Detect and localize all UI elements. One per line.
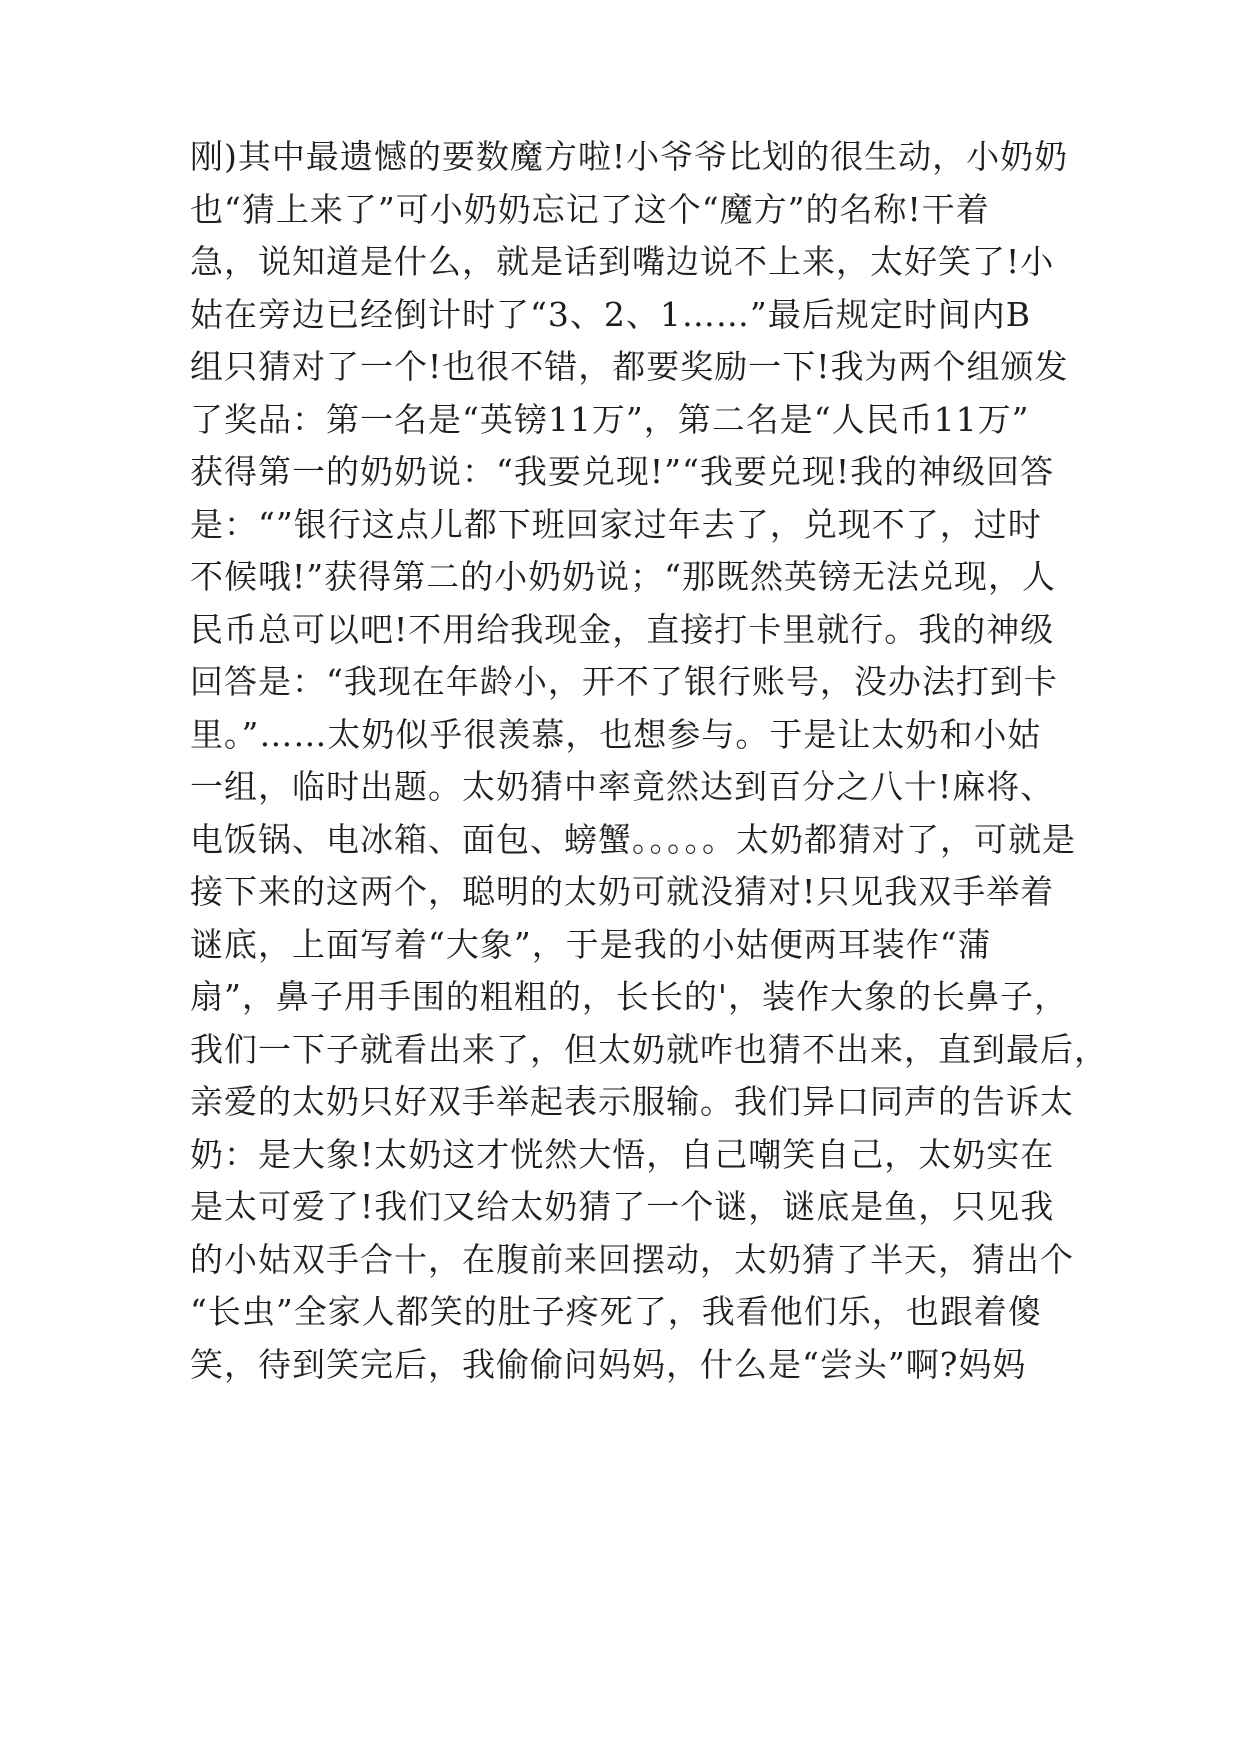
text-line: 电饭锅、电冰箱、面包、螃蟹。。。。。太奶都猜对了，可就是 <box>190 819 1076 859</box>
text-line: 谜底，上面写着“大象”，于是我的小姑便两耳装作“蒲 <box>190 924 992 964</box>
text-line: 民币总可以吧!不用给我现金，直接打卡里就行。我的神级 <box>190 609 1055 649</box>
text-line: 急，说知道是什么，就是话到嘴边说不上来，太好笑了!小 <box>190 242 1055 281</box>
text-line: 也“猜上来了”可小奶奶忘记了这个“魔方”的名称!干着 <box>190 189 990 229</box>
text-line: 笑，待到笑完后，我偷偷问妈妈，什么是“尝头”啊?妈妈 <box>190 1344 1027 1384</box>
text-line: 亲爱的太奶只好双手举起表示服输。我们异口同声的告诉太 <box>190 1082 1074 1121</box>
body-text <box>190 131 1108 1391</box>
text-line: 是：“”银行这点儿都下班回家过年去了，兑现不了，过时 <box>190 504 1042 544</box>
text-line: 我们一下子就看出来了，但太奶就咋也猜不出来，直到最后， <box>190 1029 1108 1069</box>
text-line: 组只猜对了一个!也很不错，都要奖励一下!我为两个组颁发 <box>190 347 1069 386</box>
text-line: 回答是：“我现在年龄小，开不了银行账号，没办法打到卡 <box>190 662 1058 701</box>
text-line: 是太可爱了!我们又给太奶猜了一个谜，谜底是鱼，只见我 <box>190 1187 1055 1226</box>
text-line: 一组，临时出题。太奶猜中率竟然达到百分之八十!麻将、 <box>190 767 1055 806</box>
text-line: 获得第一的奶奶说：“我要兑现!”“我要兑现!我的神级回答 <box>190 452 1055 491</box>
text-line: 扇”，鼻子用手围的粗粗的，长长的'，装作大象的长鼻子， <box>190 977 1068 1016</box>
text-line: 不候哦!”获得第二的小奶奶说；“那既然英镑无法兑现，人 <box>190 557 1057 596</box>
text-line: 接下来的这两个，聪明的太奶可就没猜对!只见我双手举着 <box>190 872 1055 911</box>
text-line: “长虫”全家人都笑的肚子疼死了，我看他们乐，也跟着傻 <box>190 1292 1042 1331</box>
text-line: 了奖品：第一名是“英镑11万”，第二名是“人民币11万” <box>190 399 1030 439</box>
text-line: 奶：是大象!太奶这才恍然大悟，自己嘲笑自己，太奶实在 <box>190 1134 1055 1174</box>
text-line: 姑在旁边已经倒计时了“3、2、1……”最后规定时间内B <box>190 294 1031 334</box>
text-line: 的小姑双手合十，在腹前来回摆动，太奶猜了半天，猜出个 <box>190 1239 1074 1279</box>
text-line: 里。”……太奶似乎很羡慕，也想参与。于是让太奶和小姑 <box>190 714 1042 754</box>
text-line: 刚)其中最遗憾的要数魔方啦!小爷爷比划的很生动，小奶奶 <box>190 137 1069 176</box>
